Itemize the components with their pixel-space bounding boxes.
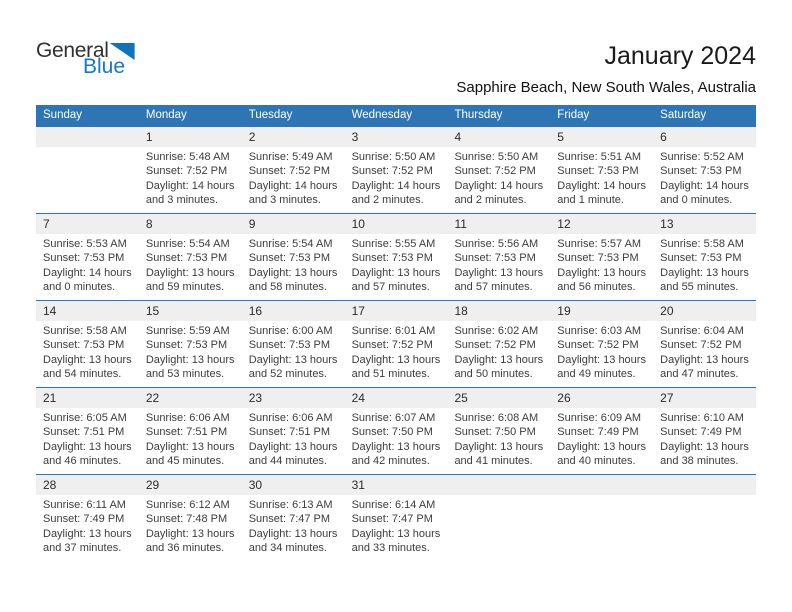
daylight-text: Daylight: 13 hours [660, 440, 749, 453]
sunset-text: Sunset: 7:53 PM [351, 252, 433, 265]
sunset-text: Sunset: 7:52 PM [351, 165, 433, 178]
day-number: 29 [139, 475, 242, 495]
sunset-text: Sunset: 7:50 PM [351, 426, 433, 439]
daylight-text: Daylight: 13 hours [43, 353, 132, 366]
sunset-text: Sunset: 7:52 PM [454, 339, 536, 352]
day-number: 12 [550, 214, 653, 234]
daylight-text-continued: and 3 minutes. [145, 194, 219, 207]
daylight-text: Daylight: 14 hours [248, 179, 338, 192]
day-details [36, 495, 139, 556]
sunrise-text: Sunrise: 6:12 AM [145, 499, 230, 511]
sunset-text: Sunset: 7:52 PM [660, 339, 742, 352]
daylight-text-continued: and 52 minutes. [248, 368, 327, 381]
week-row [36, 126, 756, 213]
daylight-text: Daylight: 14 hours [43, 266, 132, 279]
sunrise-text: Sunrise: 5:55 AM [351, 238, 436, 250]
day-number: 24 [345, 388, 448, 408]
day-details [139, 234, 242, 295]
day-number: 16 [242, 301, 345, 321]
day-cell [242, 475, 345, 561]
sunrise-text: Sunrise: 6:01 AM [351, 325, 436, 337]
sunrise-text: Sunrise: 6:09 AM [557, 412, 642, 424]
day-number: 2 [242, 127, 345, 147]
sunset-text: Sunset: 7:53 PM [248, 252, 331, 265]
day-cell [242, 214, 345, 300]
sunrise-text: Sunrise: 5:54 AM [248, 238, 333, 250]
day-number: 28 [36, 475, 139, 495]
daylight-text: Daylight: 13 hours [43, 527, 132, 540]
daylight-text: Daylight: 13 hours [660, 353, 749, 366]
day-details [345, 321, 448, 382]
sunset-text: Sunset: 7:52 PM [248, 165, 331, 178]
sunrise-text: Sunrise: 6:11 AM [43, 499, 126, 511]
day-cell [345, 214, 448, 300]
sunset-text: Sunset: 7:51 PM [145, 426, 228, 439]
day-details [653, 234, 756, 295]
day-cell [242, 301, 345, 387]
sunrise-text: Sunrise: 6:03 AM [557, 325, 642, 337]
weekday-header-friday: Friday [557, 109, 590, 121]
empty-day-cell [447, 475, 550, 561]
day-cell [345, 127, 448, 213]
day-number: 21 [36, 388, 139, 408]
sunset-text: Sunset: 7:52 PM [145, 165, 228, 178]
daylight-text: Daylight: 14 hours [145, 179, 235, 192]
sunrise-text: Sunrise: 5:50 AM [351, 151, 436, 163]
day-number: 19 [550, 301, 653, 321]
daylight-text: Daylight: 14 hours [660, 179, 749, 192]
day-cell [242, 127, 345, 213]
daylight-text: Daylight: 13 hours [351, 353, 441, 366]
daylight-text-continued: and 56 minutes. [557, 281, 636, 294]
daylight-text-continued: and 47 minutes. [660, 368, 739, 381]
day-details [139, 321, 242, 382]
daylight-text: Daylight: 13 hours [248, 440, 338, 453]
daylight-text: Daylight: 13 hours [248, 353, 338, 366]
daylight-text-continued: and 36 minutes. [145, 542, 225, 555]
day-details [653, 321, 756, 382]
day-details [242, 408, 345, 469]
day-cell [345, 388, 448, 474]
sunrise-text: Sunrise: 5:49 AM [248, 151, 333, 163]
sunset-text: Sunset: 7:48 PM [145, 513, 228, 526]
sunrise-text: Sunrise: 5:50 AM [454, 151, 539, 163]
day-details [653, 408, 756, 469]
day-details [345, 408, 448, 469]
day-cell [139, 475, 242, 561]
day-details [139, 147, 242, 208]
day-cell [447, 214, 550, 300]
day-number: 23 [242, 388, 345, 408]
day-cell [550, 301, 653, 387]
day-details [550, 234, 653, 295]
daylight-text-continued: and 37 minutes. [43, 542, 122, 555]
daylight-text: Daylight: 13 hours [248, 527, 338, 540]
sunrise-text: Sunrise: 5:56 AM [454, 238, 539, 250]
daylight-text: Daylight: 13 hours [351, 440, 441, 453]
sunset-text: Sunset: 7:53 PM [145, 252, 228, 265]
daylight-text: Daylight: 13 hours [145, 527, 235, 540]
daylight-text-continued: and 38 minutes. [660, 455, 739, 468]
sunset-text: Sunset: 7:47 PM [351, 513, 433, 526]
daylight-text-continued: and 3 minutes. [248, 194, 321, 207]
day-number: 17 [345, 301, 448, 321]
day-details [242, 147, 345, 208]
day-details [653, 147, 756, 208]
daylight-text: Daylight: 14 hours [454, 179, 544, 192]
sunset-text: Sunset: 7:49 PM [557, 426, 639, 439]
day-cell [139, 214, 242, 300]
daylight-text: Daylight: 13 hours [43, 440, 132, 453]
daylight-text: Daylight: 13 hours [351, 266, 441, 279]
sunrise-text: Sunrise: 5:57 AM [557, 238, 642, 250]
sunrise-text: Sunrise: 6:04 AM [660, 325, 744, 337]
general-blue-logo [36, 40, 135, 76]
day-number: 30 [242, 475, 345, 495]
calendar-table [36, 105, 756, 561]
empty-day-cell [653, 475, 756, 561]
daylight-text-continued: and 45 minutes. [145, 455, 225, 468]
sunset-text: Sunset: 7:53 PM [557, 252, 639, 265]
day-number: 9 [242, 214, 345, 234]
sunset-text: Sunset: 7:49 PM [43, 513, 125, 526]
week-row [36, 474, 756, 561]
day-cell [447, 388, 550, 474]
day-details [550, 408, 653, 469]
sunset-text: Sunset: 7:51 PM [43, 426, 125, 439]
day-cell [447, 301, 550, 387]
day-details [242, 321, 345, 382]
day-number: 31 [345, 475, 448, 495]
sunrise-text: Sunrise: 5:51 AM [557, 151, 642, 163]
daylight-text: Daylight: 14 hours [557, 179, 646, 192]
day-number: 27 [653, 388, 756, 408]
weekday-header-saturday: Saturday [660, 109, 707, 121]
day-details [447, 234, 550, 295]
day-details [345, 147, 448, 208]
day-number: 10 [345, 214, 448, 234]
daylight-text-continued: and 59 minutes. [145, 281, 225, 294]
sunrise-text: Sunrise: 6:13 AM [248, 499, 333, 511]
day-details [36, 234, 139, 295]
daylight-text: Daylight: 13 hours [454, 266, 544, 279]
day-details [550, 321, 653, 382]
day-number: 13 [653, 214, 756, 234]
sunrise-text: Sunrise: 6:05 AM [43, 412, 127, 424]
daylight-text: Daylight: 13 hours [145, 353, 235, 366]
sunset-text: Sunset: 7:53 PM [43, 339, 125, 352]
sunset-text: Sunset: 7:52 PM [557, 339, 639, 352]
weekday-header-tuesday: Tuesday [248, 109, 293, 121]
sunset-text: Sunset: 7:49 PM [660, 426, 742, 439]
day-number [550, 475, 653, 495]
daylight-text: Daylight: 13 hours [557, 440, 646, 453]
weekday-header-wednesday: Wednesday [351, 109, 413, 121]
day-cell [36, 214, 139, 300]
sunset-text: Sunset: 7:51 PM [248, 426, 331, 439]
week-row [36, 213, 756, 300]
weekday-header-sunday: Sunday [43, 109, 83, 121]
sunrise-text: Sunrise: 6:14 AM [351, 499, 436, 511]
sunset-text: Sunset: 7:53 PM [248, 339, 331, 352]
weekday-header-row [36, 105, 756, 126]
day-details [139, 408, 242, 469]
daylight-text-continued: and 2 minutes. [351, 194, 424, 207]
daylight-text-continued: and 33 minutes. [351, 542, 430, 555]
sunrise-text: Sunrise: 5:59 AM [145, 325, 230, 337]
daylight-text-continued: and 50 minutes. [454, 368, 533, 381]
day-cell [550, 214, 653, 300]
day-cell [345, 301, 448, 387]
daylight-text-continued: and 0 minutes. [43, 281, 116, 294]
sunrise-text: Sunrise: 5:53 AM [43, 238, 127, 250]
daylight-text-continued: and 41 minutes. [454, 455, 533, 468]
sunrise-text: Sunrise: 5:54 AM [145, 238, 230, 250]
sunrise-text: Sunrise: 6:06 AM [248, 412, 333, 424]
day-number: 25 [447, 388, 550, 408]
daylight-text-continued: and 44 minutes. [248, 455, 327, 468]
day-number: 22 [139, 388, 242, 408]
logo-text-blue: Blue [83, 55, 126, 78]
day-number: 11 [447, 214, 550, 234]
day-details [242, 234, 345, 295]
daylight-text-continued: and 57 minutes. [454, 281, 533, 294]
day-number: 6 [653, 127, 756, 147]
day-cell [653, 214, 756, 300]
sunset-text: Sunset: 7:53 PM [145, 339, 228, 352]
sunrise-text: Sunrise: 6:02 AM [454, 325, 539, 337]
day-number: 15 [139, 301, 242, 321]
daylight-text-continued: and 53 minutes. [145, 368, 225, 381]
day-details [345, 495, 448, 556]
daylight-text: Daylight: 13 hours [351, 527, 441, 540]
day-number: 8 [139, 214, 242, 234]
sunrise-text: Sunrise: 5:58 AM [660, 238, 744, 250]
daylight-text: Daylight: 13 hours [454, 440, 544, 453]
day-number [447, 475, 550, 495]
day-number: 3 [345, 127, 448, 147]
empty-day-cell [36, 127, 139, 213]
daylight-text: Daylight: 13 hours [557, 353, 646, 366]
daylight-text: Daylight: 13 hours [660, 266, 749, 279]
daylight-text: Daylight: 13 hours [145, 440, 235, 453]
day-details [36, 321, 139, 382]
day-cell [653, 301, 756, 387]
sunrise-text: Sunrise: 5:48 AM [145, 151, 230, 163]
weekday-header-thursday: Thursday [454, 109, 503, 121]
daylight-text-continued: and 0 minutes. [660, 194, 733, 207]
day-number: 20 [653, 301, 756, 321]
daylight-text: Daylight: 13 hours [557, 266, 646, 279]
day-number: 14 [36, 301, 139, 321]
day-number: 26 [550, 388, 653, 408]
sunrise-text: Sunrise: 6:10 AM [660, 412, 744, 424]
daylight-text-continued: and 55 minutes. [660, 281, 739, 294]
daylight-text-continued: and 46 minutes. [43, 455, 122, 468]
sunset-text: Sunset: 7:53 PM [660, 252, 742, 265]
day-details [139, 495, 242, 556]
daylight-text-continued: and 57 minutes. [351, 281, 430, 294]
day-cell [653, 388, 756, 474]
daylight-text-continued: and 58 minutes. [248, 281, 327, 294]
sunset-text: Sunset: 7:53 PM [454, 252, 536, 265]
day-number [36, 127, 139, 147]
day-details [242, 495, 345, 556]
daylight-text-continued: and 49 minutes. [557, 368, 636, 381]
day-cell [242, 388, 345, 474]
day-cell [550, 388, 653, 474]
sunrise-text: Sunrise: 6:00 AM [248, 325, 333, 337]
day-cell [139, 301, 242, 387]
empty-day-cell [550, 475, 653, 561]
day-number: 1 [139, 127, 242, 147]
daylight-text-continued: and 42 minutes. [351, 455, 430, 468]
day-cell [550, 127, 653, 213]
day-number: 18 [447, 301, 550, 321]
sunset-text: Sunset: 7:53 PM [43, 252, 125, 265]
daylight-text: Daylight: 13 hours [248, 266, 338, 279]
sunset-text: Sunset: 7:53 PM [660, 165, 742, 178]
week-row [36, 387, 756, 474]
sunset-text: Sunset: 7:53 PM [557, 165, 639, 178]
sunrise-text: Sunrise: 6:07 AM [351, 412, 436, 424]
day-cell [139, 388, 242, 474]
daylight-text-continued: and 1 minute. [557, 194, 624, 207]
daylight-text: Daylight: 13 hours [454, 353, 544, 366]
logo-text-general: General [36, 39, 109, 62]
day-number: 7 [36, 214, 139, 234]
daylight-text-continued: and 54 minutes. [43, 368, 122, 381]
page-subtitle: Sapphire Beach, New South Wales, Australia [456, 79, 756, 96]
day-cell [36, 475, 139, 561]
day-details [447, 147, 550, 208]
day-cell [653, 127, 756, 213]
daylight-text: Daylight: 14 hours [351, 179, 441, 192]
daylight-text-continued: and 40 minutes. [557, 455, 636, 468]
sunrise-text: Sunrise: 6:06 AM [145, 412, 230, 424]
day-number [653, 475, 756, 495]
daylight-text-continued: and 34 minutes. [248, 542, 327, 555]
day-details [447, 408, 550, 469]
day-details [550, 147, 653, 208]
day-details [345, 234, 448, 295]
day-cell [447, 127, 550, 213]
daylight-text-continued: and 2 minutes. [454, 194, 527, 207]
week-row [36, 300, 756, 387]
sunrise-text: Sunrise: 5:52 AM [660, 151, 744, 163]
calendar-weeks [36, 126, 756, 561]
day-cell [139, 127, 242, 213]
day-details [447, 321, 550, 382]
sunset-text: Sunset: 7:47 PM [248, 513, 331, 526]
weekday-header-monday: Monday [145, 109, 187, 121]
sunrise-text: Sunrise: 5:58 AM [43, 325, 127, 337]
page-title: January 2024 [604, 42, 756, 70]
sunrise-text: Sunrise: 6:08 AM [454, 412, 539, 424]
sunset-text: Sunset: 7:52 PM [351, 339, 433, 352]
sunset-text: Sunset: 7:50 PM [454, 426, 536, 439]
day-number: 5 [550, 127, 653, 147]
day-cell [36, 301, 139, 387]
day-details [36, 408, 139, 469]
day-cell [345, 475, 448, 561]
day-number: 4 [447, 127, 550, 147]
sunset-text: Sunset: 7:52 PM [454, 165, 536, 178]
daylight-text: Daylight: 13 hours [145, 266, 235, 279]
daylight-text-continued: and 51 minutes. [351, 368, 430, 381]
day-cell [36, 388, 139, 474]
